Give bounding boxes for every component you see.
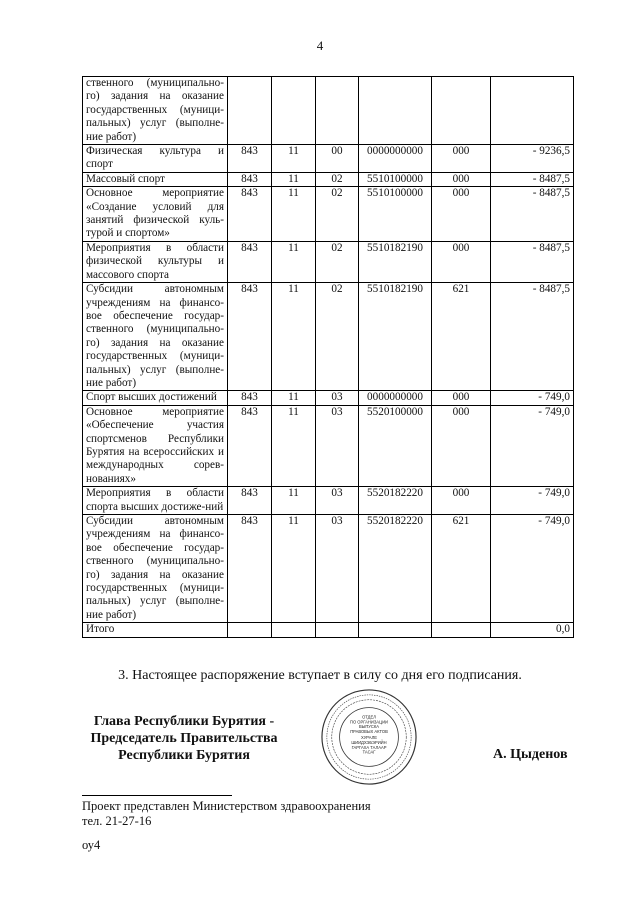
table-row [83, 405, 574, 486]
cell-c2: 11 [272, 241, 316, 282]
cell-c5 [432, 77, 491, 145]
signature-line-2: Председатель Правительства [90, 731, 278, 746]
cell-name: Субсидии автономным учреждениям на финансо-вое обеспечение государ-ственного (муниципально-го) задания на оказание государственных (муници-пальных) услуг (выполне-ние работ) [83, 515, 228, 623]
cell-sum: - 8487,5 [491, 241, 574, 282]
cell-c3: 02 [316, 241, 359, 282]
stamp-line-4: ПРАВОВЫХ АКТОВ [350, 729, 388, 735]
page-number: 4 [316, 38, 324, 53]
table-row [83, 172, 574, 186]
cell-sum: 0,0 [491, 623, 574, 637]
cell-c1: 843 [228, 405, 272, 486]
cell-sum: - 749,0 [491, 487, 574, 515]
cell-name: Спорт высших достижений [83, 391, 228, 405]
table-row [83, 145, 574, 173]
cell-c4: 5520182220 [359, 515, 432, 623]
table-row [83, 187, 574, 242]
cell-c3: 02 [316, 172, 359, 186]
table-row [83, 623, 574, 637]
cell-sum: - 749,0 [491, 405, 574, 486]
table-row [83, 391, 574, 405]
cell-sum: - 8487,5 [491, 283, 574, 391]
stamp-line-7: ГАРГАХА ТАЛААР [351, 744, 387, 750]
cell-c4: 5510182190 [359, 283, 432, 391]
cell-c5: 000 [432, 187, 491, 242]
stamp-line-5: ХУРАЛЕ [360, 734, 378, 740]
cell-sum: - 8487,5 [491, 187, 574, 242]
cell-c3 [316, 623, 359, 637]
cell-sum: - 749,0 [491, 391, 574, 405]
table-row [83, 487, 574, 515]
stamp-line-6: ШИИДХЭБЭРИЙН [351, 739, 387, 745]
signature-title [74, 713, 294, 764]
cell-c1: 843 [228, 172, 272, 186]
table-row [83, 241, 574, 282]
cell-c5: 000 [432, 241, 491, 282]
cell-c5: 621 [432, 283, 491, 391]
cell-sum: - 9236,5 [491, 145, 574, 173]
cell-c2 [272, 623, 316, 637]
cell-c3: 03 [316, 405, 359, 486]
cell-c1 [228, 623, 272, 637]
cell-c5: 000 [432, 145, 491, 173]
table-row [83, 77, 574, 145]
cell-name: ственного (муниципально-го) задания на оказание государственных (муници-пальных) услуг (выполне-ние работ) [83, 77, 228, 145]
cell-c3 [316, 77, 359, 145]
cell-c2: 11 [272, 145, 316, 173]
footer-line-1: Проект представлен Министерством здравоохранения [82, 799, 371, 813]
cell-name: Основное мероприятие «Обеспечение участия спортсменов Республики Бурятия на всероссийских и международных сорев-нованиях» [83, 405, 228, 486]
cell-c5: 000 [432, 391, 491, 405]
signer-name: А. Цыденов [493, 747, 568, 762]
cell-c5 [432, 623, 491, 637]
footer-line-2: тел. 21-27-16 [82, 814, 152, 828]
cell-c1: 843 [228, 515, 272, 623]
decree-text: 3. Настоящее распоряжение вступает в силу со дня его подписания. [118, 668, 522, 683]
cell-c2: 11 [272, 405, 316, 486]
cell-sum [491, 77, 574, 145]
cell-c1: 843 [228, 145, 272, 173]
cell-c3: 03 [316, 391, 359, 405]
footer-code: оу4 [82, 838, 101, 852]
signature-line-1: Глава Республики Бурятия - [93, 714, 275, 729]
stamp-line-3: ВЫПУСКА [358, 724, 380, 730]
budget-table [82, 76, 574, 638]
signature-line-3: Республики Бурятия [118, 748, 250, 763]
cell-c3: 03 [316, 487, 359, 515]
cell-c2: 11 [272, 187, 316, 242]
cell-c5: 621 [432, 515, 491, 623]
cell-name: Мероприятия в области спорта высших достиже-ний [83, 487, 228, 515]
cell-c3: 03 [316, 515, 359, 623]
cell-c2: 11 [272, 515, 316, 623]
cell-c1: 843 [228, 187, 272, 242]
cell-c1 [228, 77, 272, 145]
cell-name: Мероприятия в области физической культуры и массового спорта [83, 241, 228, 282]
cell-c4: 5510100000 [359, 172, 432, 186]
cell-c2: 11 [272, 391, 316, 405]
cell-c3: 00 [316, 145, 359, 173]
cell-c2: 11 [272, 172, 316, 186]
cell-c4 [359, 623, 432, 637]
cell-name: Физическая культура и спорт [83, 145, 228, 173]
cell-name: Массовый спорт [83, 172, 228, 186]
table-row [83, 283, 574, 391]
cell-c4: 5510100000 [359, 187, 432, 242]
cell-sum: - 8487,5 [491, 172, 574, 186]
cell-c3: 02 [316, 187, 359, 242]
table-row [83, 515, 574, 623]
official-stamp [320, 688, 418, 786]
cell-c2 [272, 77, 316, 145]
cell-c1: 843 [228, 241, 272, 282]
cell-c1: 843 [228, 283, 272, 391]
cell-c5: 000 [432, 487, 491, 515]
cell-c4: 5520100000 [359, 405, 432, 486]
stamp-line-2: ПО ОРГАНИЗАЦИИ [349, 719, 389, 725]
cell-c1: 843 [228, 391, 272, 405]
cell-name: Основное мероприятие «Создание условий для занятий физической куль-турой и спортом» [83, 187, 228, 242]
footnote-divider [82, 795, 232, 796]
cell-c4: 5520182220 [359, 487, 432, 515]
cell-name: Субсидии автономным учреждениям на финансо-вое обеспечение государ-ственного (муниципально-го) задания на оказание государственных (муници-пальных) услуг (выполне-ние работ) [83, 283, 228, 391]
stamp-line-1: ОТДЕЛ [362, 714, 376, 720]
cell-sum: - 749,0 [491, 515, 574, 623]
cell-c4: 0000000000 [359, 145, 432, 173]
stamp-line-8: ТАСАГ [362, 749, 376, 755]
cell-name: Итого [83, 623, 228, 637]
cell-c5: 000 [432, 172, 491, 186]
cell-c1: 843 [228, 487, 272, 515]
cell-c4: 0000000000 [359, 391, 432, 405]
cell-c5: 000 [432, 405, 491, 486]
cell-c4: 5510182190 [359, 241, 432, 282]
cell-c4 [359, 77, 432, 145]
cell-c2: 11 [272, 283, 316, 391]
cell-c2: 11 [272, 487, 316, 515]
cell-c3: 02 [316, 283, 359, 391]
